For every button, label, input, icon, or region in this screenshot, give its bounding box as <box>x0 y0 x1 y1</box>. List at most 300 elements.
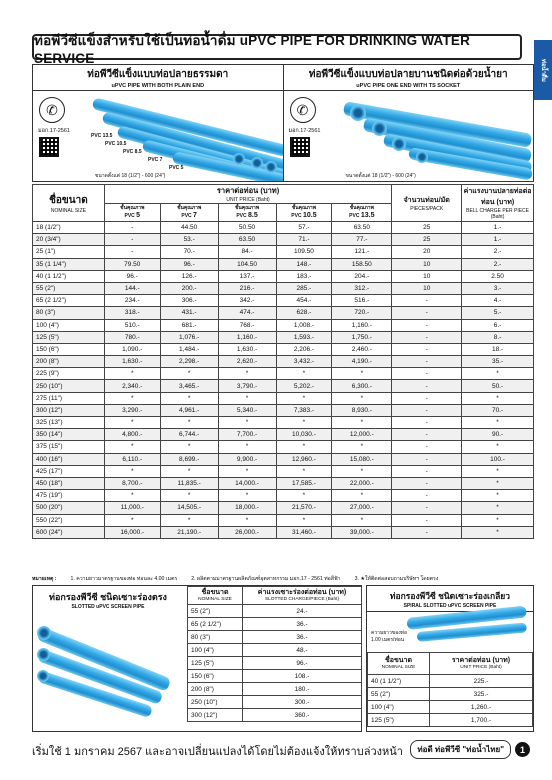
value-cell: - <box>392 465 462 477</box>
value-cell: 516.- <box>332 295 392 307</box>
value-cell: 79.50 <box>104 258 160 270</box>
plain-end-body <box>33 91 283 181</box>
socket-panel <box>284 65 534 181</box>
value-cell: 24.- <box>243 605 362 618</box>
value-cell: * <box>104 417 160 429</box>
value-cell: * <box>462 490 534 502</box>
size-cell: 100 (4") <box>188 644 243 657</box>
value-cell: 96.- <box>243 657 362 670</box>
table-row <box>33 222 534 234</box>
size-cell: 100 (4") <box>33 319 105 331</box>
value-cell: 1,700.- <box>430 714 533 727</box>
size-cell: 18 (1/2") <box>33 222 105 234</box>
value-cell: 10 <box>392 282 462 294</box>
plain-end-header <box>33 65 283 91</box>
value-cell: * <box>160 392 218 404</box>
value-cell: 285.- <box>276 282 332 294</box>
spiral-section <box>366 585 534 732</box>
product-panels <box>32 64 534 182</box>
size-cell: 25 (1") <box>33 246 105 258</box>
pipe-label-pvc-5: PVC 5 <box>169 165 184 171</box>
table-row <box>188 644 362 657</box>
value-cell: * <box>276 490 332 502</box>
size-cell: 125 (5") <box>368 714 430 727</box>
value-cell: 100.- <box>462 453 534 465</box>
table-row <box>368 714 533 727</box>
value-cell: 25 <box>392 222 462 234</box>
price-table <box>32 184 534 539</box>
value-cell: * <box>276 392 332 404</box>
value-cell: 70.- <box>462 404 534 416</box>
value-cell: 1,008.- <box>276 319 332 331</box>
value-cell: - <box>392 477 462 489</box>
plain-end-standard: มอก.17-2561 <box>38 128 70 134</box>
value-cell: 26,000.- <box>218 526 276 538</box>
plain-end-panel <box>33 65 284 181</box>
table-row <box>33 258 534 270</box>
value-cell: 2.50 <box>462 270 534 282</box>
socket-size-note: ขนาดตั้งแต่ 18 (1/2") - 600 (24") <box>345 173 416 179</box>
col-class-2: ชั้นคุณภาพ PVC 8.5 <box>218 204 276 222</box>
size-cell: 55 (2") <box>33 282 105 294</box>
plain-end-title-th: ท่อพีวีซีแข็งแบบท่อปลายธรรมดา <box>87 69 229 80</box>
value-cell: 144.- <box>104 282 160 294</box>
table-row <box>33 526 534 538</box>
value-cell: 7,383.- <box>276 404 332 416</box>
table-row <box>33 429 534 441</box>
spiral-table: ชื่อขนาด NOMINAL SIZE ราคาต่อท่อน (บาท) UNIT PRICE (Baht) 40 (1 1/2") 225.- 55 (2") 325.- 100 (4") 1,260.- 125 (5") 1,700.- <box>367 652 533 727</box>
value-cell: 48.- <box>243 644 362 657</box>
value-cell: 8.- <box>462 331 534 343</box>
size-cell: 55 (2") <box>368 688 430 701</box>
size-cell: 200 (8") <box>188 683 243 696</box>
qr-code-icon <box>290 137 310 157</box>
value-cell: - <box>392 429 462 441</box>
value-cell: 1,630.- <box>218 343 276 355</box>
side-tab: ท่อน้ำดื่ม <box>534 40 552 100</box>
size-cell: 600 (24") <box>33 526 105 538</box>
size-cell: 150 (6") <box>33 343 105 355</box>
value-cell: 70.- <box>160 246 218 258</box>
col-bell-charge: ค่าแรงบานปลายท่อต่อท่อน (บาท) BELL CHARGE PER PIECE (Baht) <box>462 185 534 222</box>
value-cell: * <box>332 490 392 502</box>
size-cell: 40 (1 1/2") <box>368 675 430 688</box>
value-cell: 10,030.- <box>276 429 332 441</box>
value-cell: 148.- <box>276 258 332 270</box>
value-cell: * <box>160 490 218 502</box>
value-cell: 27,000.- <box>332 502 392 514</box>
value-cell: 1.- <box>462 222 534 234</box>
pipe-label-pvc-10-5: PVC 10.5 <box>105 141 127 147</box>
value-cell: - <box>392 356 462 368</box>
value-cell: 234.- <box>104 295 160 307</box>
value-cell: 1,160.- <box>332 319 392 331</box>
value-cell: 2,340.- <box>104 380 160 392</box>
table-row <box>368 701 533 714</box>
value-cell: 137.- <box>218 270 276 282</box>
value-cell: - <box>392 502 462 514</box>
value-cell: 1,593.- <box>276 331 332 343</box>
value-cell: 9,900.- <box>218 453 276 465</box>
table-row <box>188 696 362 709</box>
value-cell: * <box>462 441 534 453</box>
value-cell: 4,190.- <box>332 356 392 368</box>
value-cell: 200.- <box>160 282 218 294</box>
value-cell: - <box>392 295 462 307</box>
size-cell: 350 (14") <box>33 429 105 441</box>
value-cell: 1,260.- <box>430 701 533 714</box>
size-cell: 475 (19") <box>33 490 105 502</box>
size-cell: 200 (8") <box>33 356 105 368</box>
value-cell: * <box>218 465 276 477</box>
value-cell: 1,630.- <box>104 356 160 368</box>
value-cell: - <box>392 441 462 453</box>
size-cell: 125 (5") <box>188 657 243 670</box>
col-unit-price: ราคาต่อท่อน (บาท) UNIT PRICE (Baht) <box>104 185 391 204</box>
value-cell: 84.- <box>218 246 276 258</box>
size-cell: 250 (10") <box>188 696 243 709</box>
value-cell: 1,076.- <box>160 331 218 343</box>
value-cell: - <box>392 417 462 429</box>
value-cell: 5,340.- <box>218 404 276 416</box>
value-cell: 96.- <box>160 258 218 270</box>
value-cell: * <box>462 417 534 429</box>
value-cell: 7,700.- <box>218 429 276 441</box>
value-cell: 325.- <box>430 688 533 701</box>
col-pieces-pack: จำนวนท่อน/มัด PIECES/PACK <box>392 185 462 222</box>
table-row <box>33 417 534 429</box>
value-cell: 454.- <box>276 295 332 307</box>
size-cell: 400 (16") <box>33 453 105 465</box>
slotted-table: ชื่อขนาด NOMINAL SIZE ค่าแรงเซาะร่องต่อท่อน (บาท) SLOTTED CHARGE/PIECE (Baht) 55 (2") 24.- 65 (2 1/2") 36.- 80 (3") 36.- 100 (4") 48.- 125 (5") 96.- 150 (6") 108.- 200 (8") 180.- 250 (10") 300.- 300 (12") 360.- <box>187 586 362 722</box>
value-cell: 2,206.- <box>276 343 332 355</box>
effective-date-note: เริ่มใช้ 1 มกราคม 2567 และอาจเปลี่ยนแปลงได้โดยไม่ต้องแจ้งให้ทราบล่วงหน้า <box>32 746 403 758</box>
value-cell: 8,700.- <box>104 477 160 489</box>
value-cell: * <box>332 368 392 380</box>
size-cell: 325 (13") <box>33 417 105 429</box>
value-cell: 12,960.- <box>276 453 332 465</box>
value-cell: * <box>104 368 160 380</box>
value-cell: 1,484.- <box>160 343 218 355</box>
size-cell: 225 (9") <box>33 368 105 380</box>
value-cell: * <box>160 514 218 526</box>
table-row <box>33 343 534 355</box>
value-cell: - <box>392 404 462 416</box>
table-row <box>188 618 362 631</box>
size-cell: 125 (5") <box>33 331 105 343</box>
value-cell: 15,080.- <box>332 453 392 465</box>
value-cell: * <box>462 465 534 477</box>
socket-header <box>284 65 534 91</box>
value-cell: 71.- <box>276 234 332 246</box>
size-cell: 450 (18") <box>33 477 105 489</box>
value-cell: 11,835.- <box>160 477 218 489</box>
value-cell: 6,744.- <box>160 429 218 441</box>
value-cell: 20 <box>392 246 462 258</box>
value-cell: 77.- <box>332 234 392 246</box>
value-cell: 50.50 <box>218 222 276 234</box>
table-row <box>33 441 534 453</box>
table-row <box>368 688 533 701</box>
value-cell: 35.- <box>462 356 534 368</box>
tis-logo-icon: ✆ <box>290 97 316 123</box>
col-class-4: ชั้นคุณภาพ PVC 13.5 <box>332 204 392 222</box>
value-cell: * <box>462 392 534 404</box>
value-cell: 300.- <box>243 696 362 709</box>
plain-end-size-note: ขนาดตั้งแต่ 18 (1/2") - 600 (24") <box>95 173 166 179</box>
tis-logo-icon: ✆ <box>39 97 65 123</box>
table-row <box>33 465 534 477</box>
value-cell: * <box>332 392 392 404</box>
size-cell: 100 (4") <box>368 701 430 714</box>
size-cell: 55 (2") <box>188 605 243 618</box>
table-row <box>33 270 534 282</box>
notes: หมายเหตุ : 1. ความยาวมาตรฐานของท่อ ท่อนละ 4.00 เมตร 2. ผลิตตามมาตรฐานผลิตภัณฑ์อุตสาหกรรม มอก.17 - 2561 ท่อสีฟ้า 3. ★ให้ติดต่อสอบถามบริษัทฯ โดยตรง <box>32 576 439 582</box>
value-cell: * <box>218 392 276 404</box>
value-cell: * <box>332 417 392 429</box>
value-cell: 1.- <box>462 234 534 246</box>
slotted-section <box>32 585 362 732</box>
socket-body <box>284 91 534 181</box>
value-cell: 11,000.- <box>104 502 160 514</box>
value-cell: 225.- <box>430 675 533 688</box>
size-cell: 80 (3") <box>33 307 105 319</box>
value-cell: 96.- <box>104 270 160 282</box>
table-row <box>33 453 534 465</box>
table-row <box>33 307 534 319</box>
value-cell: * <box>104 490 160 502</box>
value-cell: 36.- <box>243 631 362 644</box>
value-cell: 31,460.- <box>276 526 332 538</box>
value-cell: - <box>392 319 462 331</box>
value-cell: 510.- <box>104 319 160 331</box>
value-cell: 104.50 <box>218 258 276 270</box>
value-cell: * <box>104 392 160 404</box>
value-cell: 312.- <box>332 282 392 294</box>
spiral-header: ท่อกรองพีวีซี ชนิดเซาะร่องเกลียว SPIRAL SLOTTED uPVC SCREEN PIPE <box>367 586 533 612</box>
value-cell: 39,000.- <box>332 526 392 538</box>
value-cell: - <box>392 331 462 343</box>
value-cell: * <box>160 441 218 453</box>
table-row <box>33 295 534 307</box>
table-row <box>33 490 534 502</box>
value-cell: - <box>392 490 462 502</box>
table-row <box>33 282 534 294</box>
size-cell: 65 (2 1/2") <box>33 295 105 307</box>
value-cell: 2,620.- <box>218 356 276 368</box>
value-cell: 2,460.- <box>332 343 392 355</box>
value-cell: - <box>392 453 462 465</box>
value-cell: 628.- <box>276 307 332 319</box>
value-cell: * <box>160 465 218 477</box>
value-cell: 109.50 <box>276 246 332 258</box>
size-cell: 35 (1 1/4") <box>33 258 105 270</box>
value-cell: 2,298.- <box>160 356 218 368</box>
value-cell: 681.- <box>160 319 218 331</box>
value-cell: * <box>332 465 392 477</box>
pipe-label-pvc-13-5: PVC 13.5 <box>91 133 113 139</box>
value-cell: 4,800.- <box>104 429 160 441</box>
table-row <box>188 605 362 618</box>
value-cell: 18.- <box>462 343 534 355</box>
table-row <box>188 709 362 722</box>
table-row <box>33 246 534 258</box>
page-title: ท่อพีวีซีแข็งสำหรับใช้เป็นท่อน้ำดื่ม uPVC PIPE FOR DRINKING WATER SERVICE <box>32 34 522 60</box>
slotted-header: ท่อกรองพีวีซี ชนิดเซาะร่องตรง SLOTTED uPVC SCREEN PIPE <box>49 592 167 610</box>
table-row <box>368 675 533 688</box>
value-cell: 5.- <box>462 307 534 319</box>
value-cell: 3,432.- <box>276 356 332 368</box>
pipe-label-pvc-7: PVC 7 <box>148 157 163 163</box>
value-cell: 121.- <box>332 246 392 258</box>
value-cell: - <box>392 343 462 355</box>
value-cell: 6,300.- <box>332 380 392 392</box>
value-cell: 8,699.- <box>160 453 218 465</box>
value-cell: 126.- <box>160 270 218 282</box>
value-cell: 3.- <box>462 282 534 294</box>
value-cell: 25 <box>392 234 462 246</box>
value-cell: 216.- <box>218 282 276 294</box>
table-row <box>33 404 534 416</box>
table-row <box>33 356 534 368</box>
value-cell: * <box>462 502 534 514</box>
value-cell: 768.- <box>218 319 276 331</box>
value-cell: - <box>104 246 160 258</box>
pipe-label-pvc-8-5: PVC 8.5 <box>123 149 142 155</box>
value-cell: - <box>392 514 462 526</box>
value-cell: * <box>462 477 534 489</box>
value-cell: * <box>218 514 276 526</box>
value-cell: 2.- <box>462 258 534 270</box>
value-cell: * <box>276 514 332 526</box>
value-cell: 17,585.- <box>276 477 332 489</box>
value-cell: * <box>276 441 332 453</box>
table-row <box>33 477 534 489</box>
socket-title-en: uPVC PIPE ONE END WITH TS SOCKET <box>356 83 461 89</box>
value-cell: - <box>104 222 160 234</box>
value-cell: 22,000.- <box>332 477 392 489</box>
table-row <box>33 514 534 526</box>
value-cell: 474.- <box>218 307 276 319</box>
table-row <box>188 631 362 644</box>
size-cell: 65 (2 1/2") <box>188 618 243 631</box>
table-row <box>33 331 534 343</box>
value-cell: 21,570.- <box>276 502 332 514</box>
col-class-1: ชั้นคุณภาพ PVC 7 <box>160 204 218 222</box>
value-cell: - <box>392 368 462 380</box>
value-cell: 12,000.- <box>332 429 392 441</box>
size-cell: 80 (3") <box>188 631 243 644</box>
value-cell: - <box>392 392 462 404</box>
value-cell: 3,790.- <box>218 380 276 392</box>
table-row <box>33 392 534 404</box>
value-cell: 6,110.- <box>104 453 160 465</box>
size-cell: 500 (20") <box>33 502 105 514</box>
value-cell: * <box>276 417 332 429</box>
value-cell: 10 <box>392 270 462 282</box>
size-cell: 300 (12") <box>33 404 105 416</box>
value-cell: 158.50 <box>332 258 392 270</box>
value-cell: * <box>218 490 276 502</box>
size-cell: 550 (22") <box>33 514 105 526</box>
table-row <box>33 368 534 380</box>
plain-end-title-en: uPVC PIPE WITH BOTH PLAIN END <box>111 83 205 89</box>
value-cell: 21,190.- <box>160 526 218 538</box>
value-cell: 180.- <box>243 683 362 696</box>
spiral-length-note: ความยาวของท่อ 1.00 เมตร/ท่อน <box>371 630 407 643</box>
value-cell: * <box>218 417 276 429</box>
value-cell: * <box>104 441 160 453</box>
value-cell: * <box>462 368 534 380</box>
value-cell: * <box>160 417 218 429</box>
value-cell: - <box>104 234 160 246</box>
value-cell: * <box>332 514 392 526</box>
value-cell: 306.- <box>160 295 218 307</box>
table-row <box>188 657 362 670</box>
value-cell: 1,090.- <box>104 343 160 355</box>
value-cell: 6.- <box>462 319 534 331</box>
value-cell: 318.- <box>104 307 160 319</box>
value-cell: 5,202.- <box>276 380 332 392</box>
value-cell: * <box>218 441 276 453</box>
size-cell: 300 (12") <box>188 709 243 722</box>
table-row <box>33 380 534 392</box>
table-row <box>33 319 534 331</box>
value-cell: 10 <box>392 258 462 270</box>
value-cell: 4.- <box>462 295 534 307</box>
value-cell: 8,930.- <box>332 404 392 416</box>
value-cell: 720.- <box>332 307 392 319</box>
table-row <box>188 683 362 696</box>
qr-code-icon <box>39 137 59 157</box>
value-cell: 36.- <box>243 618 362 631</box>
value-cell: - <box>392 380 462 392</box>
size-cell: 375 (15") <box>33 441 105 453</box>
value-cell: * <box>462 526 534 538</box>
value-cell: * <box>462 514 534 526</box>
value-cell: * <box>218 368 276 380</box>
size-cell: 425 (17") <box>33 465 105 477</box>
value-cell: 53.- <box>160 234 218 246</box>
size-cell: 150 (6") <box>188 670 243 683</box>
value-cell: 108.- <box>243 670 362 683</box>
value-cell: 183.- <box>276 270 332 282</box>
value-cell: 342.- <box>218 295 276 307</box>
table-row <box>33 502 534 514</box>
value-cell: 57.- <box>276 222 332 234</box>
value-cell: 360.- <box>243 709 362 722</box>
value-cell: * <box>276 368 332 380</box>
col-size: ชื่อขนาด NOMINAL SIZE <box>33 185 105 222</box>
value-cell: 1,750.- <box>332 331 392 343</box>
value-cell: 1,160.- <box>218 331 276 343</box>
size-cell: 20 (3/4") <box>33 234 105 246</box>
value-cell: 44.50 <box>160 222 218 234</box>
value-cell: 50.- <box>462 380 534 392</box>
value-cell: 18,000.- <box>218 502 276 514</box>
socket-standard: มอก.17-2561 <box>288 128 321 134</box>
value-cell: * <box>160 368 218 380</box>
socket-title-th: ท่อพีวีซีแข็งแบบท่อปลายบานชนิดต่อด้วยน้ำยา <box>308 69 508 80</box>
size-cell: 40 (1 1/2") <box>33 270 105 282</box>
table-row <box>188 670 362 683</box>
footer-brand: ท่อดี ท่อพีวีซี "ท่อน้ำไทย" 1 <box>410 740 530 759</box>
value-cell: 90.- <box>462 429 534 441</box>
size-cell: 275 (11") <box>33 392 105 404</box>
value-cell: 2.- <box>462 246 534 258</box>
value-cell: * <box>276 465 332 477</box>
value-cell: 16,000.- <box>104 526 160 538</box>
